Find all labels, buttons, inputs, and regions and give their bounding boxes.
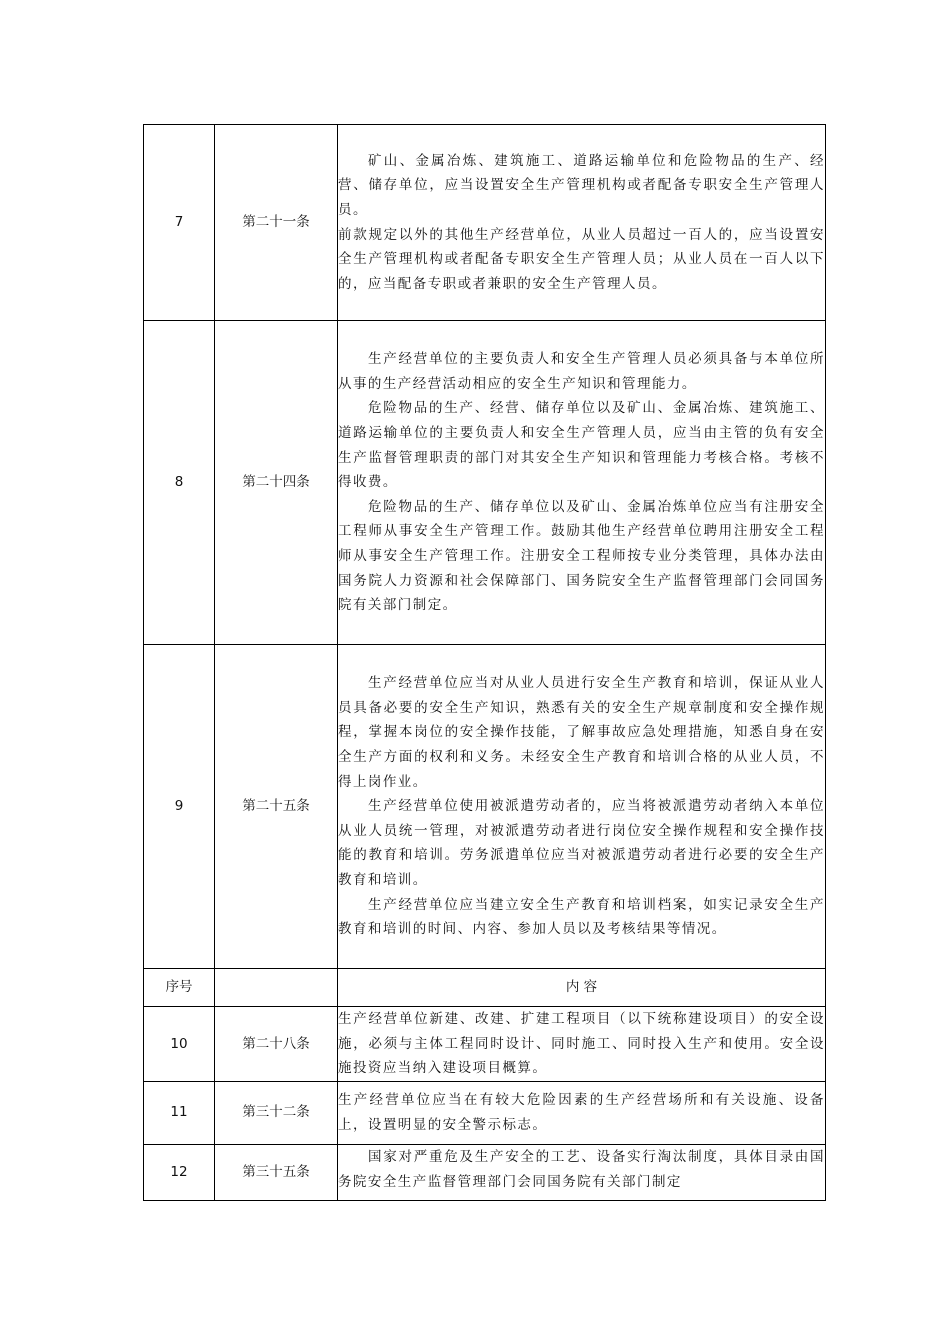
article-cell: 第二十一条 [215,125,338,321]
law-articles-table [143,124,826,1201]
content-cell [338,321,826,645]
paragraph: 前款规定以外的其他生产经营单位，从业人员超过一百人的，应当设置安全生产管理机构或者配备专职安全生产管理人员；从业人员在一百人以下的，应当配备专职或者兼职的安全生产管理人员。 [338,226,825,292]
table-row [144,1007,826,1082]
header-row [144,969,826,1007]
paragraph: 生产经营单位的主要负责人和安全生产管理人员必须具备与本单位所从事的生产经营活动相应的安全生产知识和管理能力。 [338,351,825,392]
paragraph: 矿山、金属冶炼、建筑施工、道路运输单位和危险物品的生产、经营、储存单位，应当设置安全生产管理机构或者配备专职安全生产管理人员。 [338,152,825,218]
table-row [144,645,826,969]
row-number: 9 [144,645,215,969]
article-cell: 第二十八条 [215,1007,338,1082]
table-row [144,125,826,321]
row-number: 7 [144,125,215,321]
paragraph: 生产经营单位应当对从业人员进行安全生产教育和培训，保证从业人员具备必要的安全生产知识，熟悉有关的安全生产规章制度和安全操作规程，掌握本岗位的安全操作技能，了解事故应急处理措施，知悉自身在安全生产方面的权利和义务。未经安全生产教育和培训合格的从业人员，不得上岗作业。 [338,675,825,790]
row-number: 10 [144,1007,215,1082]
content-cell [338,1081,826,1144]
table-row [144,1081,826,1144]
paragraph: 生产经营单位应当在有较大危险因素的生产经营场所和有关设施、设备上，设置明显的安全警示标志。 [338,1092,825,1133]
row-number: 8 [144,321,215,645]
paragraph: 生产经营单位应当建立安全生产教育和培训档案，如实记录安全生产教育和培训的时间、内容、参加人员以及考核结果等情况。 [338,896,825,938]
table-row [144,1144,826,1200]
paragraph: 生产经营单位使用被派遣劳动者的，应当将被派遣劳动者纳入本单位从业人员统一管理，对被派遣劳动者进行岗位安全操作规程和安全操作技能的教育和培训。劳务派遣单位应当对被派遣劳动者进行必要的安全生产教育和培训。 [338,798,825,888]
article-cell: 第二十四条 [215,321,338,645]
row-number: 12 [144,1144,215,1200]
paragraph: 生产经营单位新建、改建、扩建工程项目（以下统称建设项目）的安全设施，必须与主体工程同时设计、同时施工、同时投入生产和使用。安全设施投资应当纳入建设项目概算。 [338,1011,825,1077]
header-seq: 序号 [144,969,215,1007]
content-cell [338,125,826,321]
content-cell [338,1144,826,1200]
article-cell: 第三十五条 [215,1144,338,1200]
article-cell: 第三十二条 [215,1081,338,1144]
header-content: 内 容 [338,969,826,1007]
paragraph: 国家对严重危及生产安全的工艺、设备实行淘汰制度，具体目录由国务院安全生产监督管理部门会同国务院有关部门制定 [338,1149,825,1190]
content-cell [338,645,826,969]
table-row [144,321,826,645]
paragraph: 危险物品的生产、经营、储存单位以及矿山、金属冶炼、建筑施工、道路运输单位的主要负责人和安全生产管理人员，应当由主管的负有安全生产监督管理职责的部门对其安全生产知识和管理能力考核合格。考核不得收费。 [338,400,825,491]
header-article [215,969,338,1007]
article-cell: 第二十五条 [215,645,338,969]
paragraph: 危险物品的生产、储存单位以及矿山、金属冶炼单位应当有注册安全工程师从事安全生产管理工作。鼓励其他生产经营单位聘用注册安全工程师从事安全生产管理工作。注册安全工程师按专业分类管理，具体办法由国务院人力资源和社会保障部门、国务院安全生产监督管理部门会同国务院有关部门制定。 [338,498,825,614]
row-number: 11 [144,1081,215,1144]
content-cell [338,1007,826,1082]
